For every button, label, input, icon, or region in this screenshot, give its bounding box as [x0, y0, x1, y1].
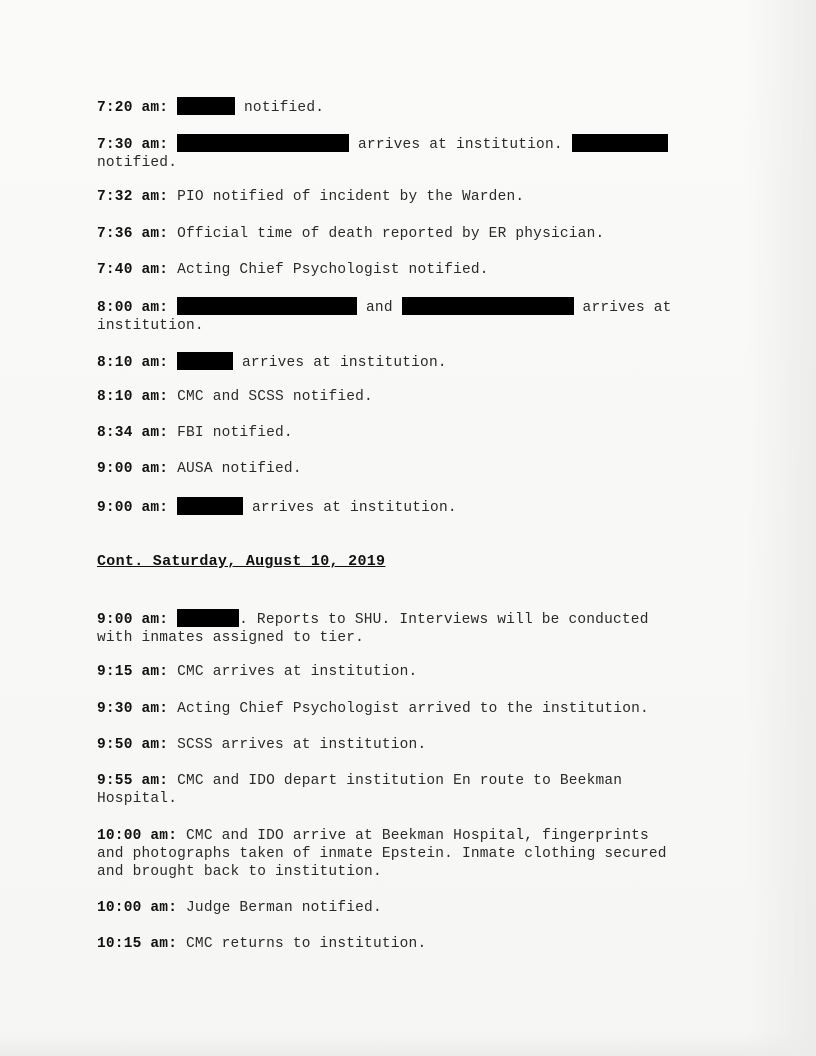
redaction-block — [177, 497, 243, 515]
redaction-block — [177, 97, 235, 115]
scan-shadow-bottom — [0, 1032, 816, 1056]
entry-text: arrives at institution. — [233, 355, 447, 371]
log-entry — [97, 700, 717, 718]
log-entry — [97, 609, 717, 647]
entry-text: PIO notified of incident by the Warden. — [168, 189, 525, 205]
redaction-block — [402, 297, 574, 315]
log-entry — [97, 352, 717, 372]
log-entry — [97, 663, 717, 681]
entry-text: CMC arrives at institution. — [168, 664, 418, 680]
timestamp: 7:40 am: — [97, 262, 169, 278]
entry-text-continued: institution. — [97, 318, 204, 334]
entry-text-continued: with inmates assigned to tier. — [97, 630, 365, 646]
timestamp: 9:30 am: — [97, 701, 169, 717]
timestamp: 8:34 am: — [97, 425, 169, 441]
entry-text: CMC and IDO arrive at Beekman Hospital, fingerprints — [177, 828, 649, 844]
entry-text-continued: notified. — [97, 155, 178, 171]
entry-text-continued: and photographs taken of inmate Epstein. Inmate clothing secured — [97, 846, 667, 862]
entry-text: and — [357, 300, 402, 316]
entry-text: . Reports to SHU. Interviews will be conducted — [239, 612, 649, 628]
timestamp: 7:20 am: — [97, 100, 169, 116]
entry-text: SCSS arrives at institution. — [168, 737, 427, 753]
log-entry — [97, 899, 717, 917]
timestamp: 10:15 am: — [97, 936, 178, 952]
log-entry — [97, 460, 717, 478]
log-entry — [97, 297, 717, 335]
log-entry — [97, 424, 717, 442]
timestamp: 8:10 am: — [97, 355, 169, 371]
entry-text: Judge Berman notified. — [177, 900, 382, 916]
log-entry — [97, 261, 717, 279]
timestamp: 9:15 am: — [97, 664, 169, 680]
log-entry — [97, 772, 717, 808]
redaction-block — [177, 297, 357, 315]
timestamp: 9:55 am: — [97, 773, 169, 789]
entry-text: arrives at institution. — [243, 500, 457, 516]
scan-shadow — [746, 0, 816, 1056]
entry-text: notified. — [235, 100, 325, 116]
timestamp: 10:00 am: — [97, 828, 178, 844]
timestamp: 7:30 am: — [97, 137, 169, 153]
log-entry — [97, 134, 717, 172]
log-entry — [97, 225, 717, 243]
timestamp: 8:00 am: — [97, 300, 169, 316]
entry-text: Acting Chief Psychologist arrived to the institution. — [168, 701, 649, 717]
entry-text-continued: Hospital. — [97, 791, 178, 807]
log-entry — [97, 736, 717, 754]
timestamp: 10:00 am: — [97, 900, 178, 916]
log-entry — [97, 97, 717, 117]
redaction-block — [177, 134, 349, 152]
log-entry — [97, 188, 717, 206]
log-entry — [97, 388, 717, 406]
timestamp: 9:00 am: — [97, 461, 169, 477]
timestamp: 9:00 am: — [97, 612, 169, 628]
entry-text: CMC returns to institution. — [177, 936, 427, 952]
log-entry — [97, 935, 717, 953]
redaction-block — [177, 609, 239, 627]
timestamp: 7:36 am: — [97, 226, 169, 242]
entry-text-continued: and brought back to institution. — [97, 864, 382, 880]
redaction-block — [572, 134, 668, 152]
section-heading: Cont. Saturday, August 10, 2019 — [97, 553, 386, 570]
entry-text: CMC and IDO depart institution En route to Beekman — [168, 773, 623, 789]
entry-text: CMC and SCSS notified. — [168, 389, 373, 405]
log-entry — [97, 497, 717, 517]
log-entry — [97, 827, 717, 881]
entry-text: FBI notified. — [168, 425, 293, 441]
entry-text: arrives at institution. — [349, 137, 572, 153]
entry-text: arrives at — [573, 300, 672, 316]
redaction-block — [177, 352, 233, 370]
timestamp: 9:50 am: — [97, 737, 169, 753]
timestamp: 9:00 am: — [97, 500, 169, 516]
timestamp: 8:10 am: — [97, 389, 169, 405]
entry-text: Official time of death reported by ER physician. — [168, 226, 605, 242]
entry-text: Acting Chief Psychologist notified. — [168, 262, 489, 278]
timestamp: 7:32 am: — [97, 189, 169, 205]
entry-text: AUSA notified. — [168, 461, 302, 477]
